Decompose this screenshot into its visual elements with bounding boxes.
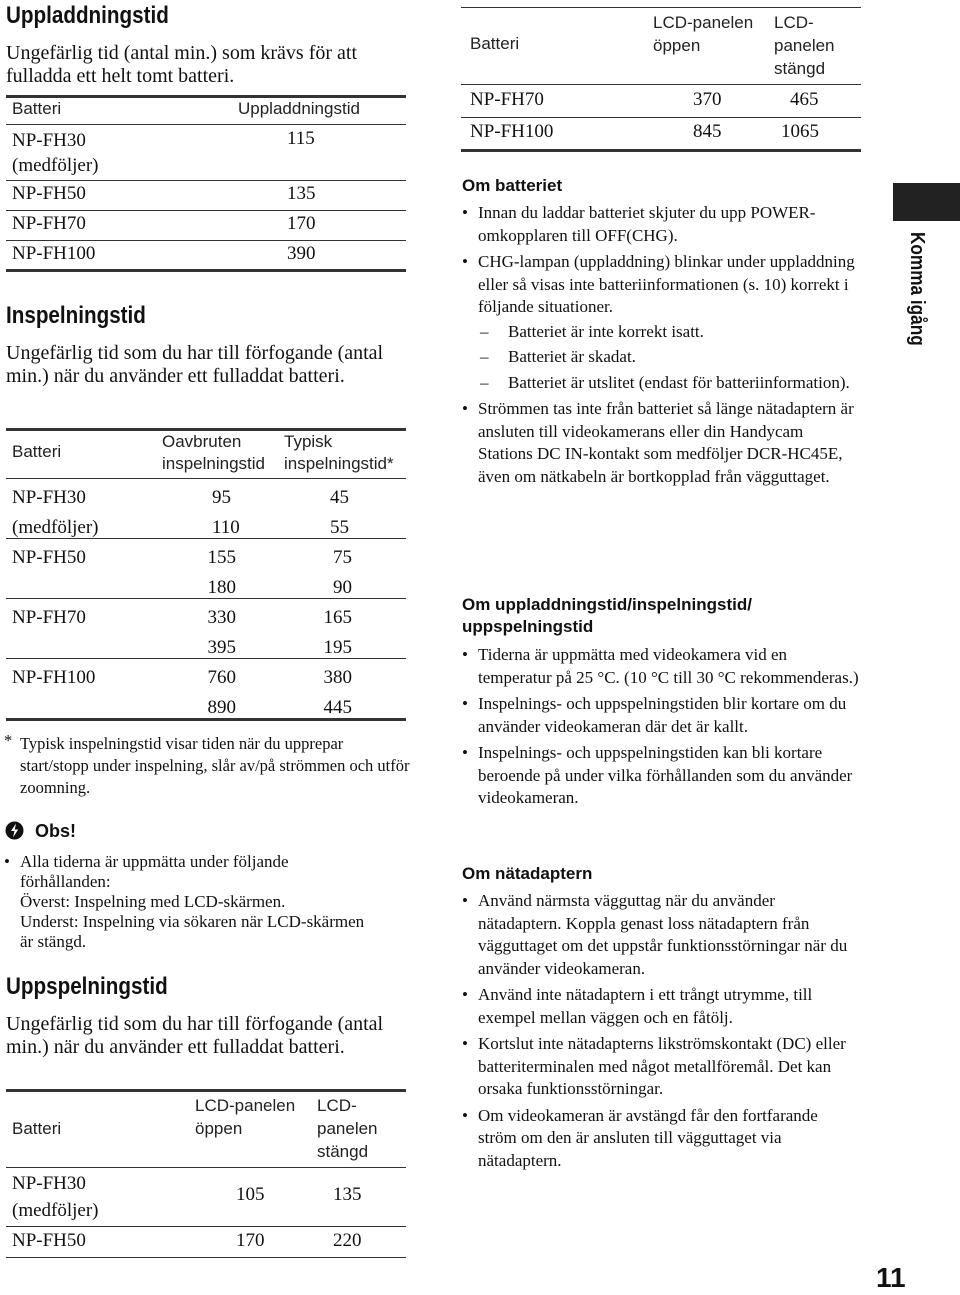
side-tab-marker	[893, 183, 960, 221]
playback-col-open: LCD-panelen öppen	[195, 1096, 296, 1138]
about-times-title: Om uppladdningstid/inspelningstid/ uppspelningstid	[462, 595, 752, 636]
playback-col-battery: Batteri	[12, 1119, 62, 1138]
recording-row-battery: NP-FH70	[12, 607, 86, 628]
playback-col-closed: LCD-panelen stängd	[317, 1096, 378, 1161]
list-item: • Strömmen tas inte från batteriet så länge nätadaptern är ansluten till videokamerans eller din Handycam Stations DC IN-kontakt som medföljer DCR-HC45E, även om nätkabeln är bortkopplad från vägguttaget.	[462, 398, 862, 488]
charging-col-battery: Batteri	[12, 99, 62, 118]
charging-row-battery: NP-FH50	[12, 183, 86, 204]
playback-row-battery: NP-FH70	[470, 89, 544, 110]
recording-row-values: 75 90	[333, 547, 352, 598]
charging-row-battery: NP-FH100	[12, 243, 96, 264]
recording-row-battery: NP-FH100	[12, 667, 96, 688]
list-item: • Om videokameran är avstängd får den fortfarande ström om den är ansluten till vägguttaget via nätadaptern.	[462, 1105, 854, 1173]
charging-intro: Ungefärlig tid (antal min.) som krävs för att fulladda ett helt tomt batteri.	[6, 42, 358, 87]
recording-row-battery: NP-FH50	[12, 547, 86, 568]
playback-row-closed: 465	[790, 89, 819, 110]
list-item: • Inspelnings- och uppspelningstiden kan bli kortare beroende på under vilka förhållanden som du använder videokameran.	[462, 742, 862, 810]
recording-title: Inspelningstid	[6, 302, 146, 329]
playback-row-open: 845	[693, 121, 722, 142]
recording-row-battery: NP-FH30 (medföljer)	[12, 487, 99, 538]
charging-col-time: Uppladdningstid	[238, 99, 360, 118]
playback-row-open: 105	[236, 1184, 265, 1205]
list-item: • Använd inte nätadaptern i ett trångt utrymme, till exempel mellan väggen och en fåtölj.	[462, 984, 854, 1029]
list-item: • CHG-lampan (uppladdning) blinkar under uppladdning eller så visas inte batteriinformationen (s. 10) korrekt i följande situationer. – Batteriet är inte korrekt isatt. – Batteriet är skadat. – Batteriet är utslitet (endast för batteriinformation).	[462, 251, 862, 394]
footnote-mark: *	[4, 731, 13, 750]
playback-col-closed: LCD-panelen stängd	[774, 13, 835, 78]
playback-row-battery: NP-FH50	[12, 1230, 86, 1251]
recording-row-values: 380 445	[323, 667, 352, 718]
playback-row-open: 370	[693, 89, 722, 110]
list-item: • Inspelnings- och uppspelningstiden blir kortare om du använder videokameran där det är kallt.	[462, 693, 862, 738]
about-adapter-title: Om nätadaptern	[462, 864, 593, 883]
about-battery-title: Om batteriet	[462, 176, 563, 195]
charging-row-value: 170	[287, 213, 316, 234]
obs-title: Obs!	[35, 821, 77, 841]
about-times-list	[462, 644, 862, 814]
footnote-text: Typisk inspelningstid visar tiden när du upprepar start/stopp under inspelning, slår av/på strömmen och utför zoomning.	[20, 734, 410, 797]
charging-title: Uppladdningstid	[6, 2, 169, 29]
charging-row-value: 135	[287, 183, 316, 204]
side-tab-label: Komma igång	[906, 232, 928, 346]
list-item: – Batteriet är skadat.	[478, 346, 862, 369]
recording-row-values: 155 180	[207, 547, 236, 598]
playback-row-closed: 220	[333, 1230, 362, 1251]
list-item: • Använd närmsta vägguttag när du använder nätadaptern. Koppla genast loss nätadaptern från vägguttaget om det uppstår funktionsstörningar när du använder videokameran.	[462, 890, 854, 980]
playback-row-battery: NP-FH30 (medföljer)	[12, 1173, 99, 1221]
playback-col-open: LCD-panelen öppen	[653, 13, 754, 55]
playback-row-battery: NP-FH100	[470, 121, 554, 142]
playback-col-battery: Batteri	[470, 34, 520, 53]
playback-intro: Ungefärlig tid som du har till förfogande (antal min.) när du använder ett fulladdat batteri.	[6, 1013, 384, 1058]
recording-row-values: 330 395	[207, 607, 236, 658]
obs-bullet: • Alla tiderna är uppmätta under följande förhållanden: Överst: Inspelning med LCD-skärmen. Underst: Inspelning via sökaren när LCD-skärmen är stängd.	[4, 852, 365, 951]
recording-row-values: 760 890	[207, 667, 236, 718]
playback-row-open: 170	[236, 1230, 265, 1251]
playback-row-closed: 1065	[781, 121, 819, 142]
playback-row-closed: 135	[333, 1184, 362, 1205]
list-item: • Kortslut inte nätadapterns likströmskontakt (DC) eller batteriterminalen med något metallföremål. Det kan orsaka funktionsstörningar.	[462, 1033, 854, 1101]
about-battery-list	[462, 202, 862, 492]
recording-intro: Ungefärlig tid som du har till förfogande (antal min.) när du använder ett fulladdat batteri.	[6, 342, 384, 387]
recording-row-values: 165 195	[323, 607, 352, 658]
list-item: • Tiderna är uppmätta med videokamera vid en temperatur på 25 °C. (10 °C till 30 °C rekommenderas.)	[462, 644, 862, 689]
recording-col-continuous: Oavbruten inspelningstid	[162, 432, 266, 473]
recording-row-values: 45 55	[330, 487, 349, 538]
page-number: 11	[876, 1262, 906, 1293]
charging-row-battery: NP-FH30 (medföljer)	[12, 130, 99, 176]
list-item: – Batteriet är inte korrekt isatt.	[478, 321, 862, 344]
caution-icon	[5, 821, 24, 840]
charging-row-battery: NP-FH70	[12, 213, 86, 234]
charging-row-value: 115	[287, 128, 315, 149]
recording-col-battery: Batteri	[12, 442, 62, 461]
playback-title: Uppspelningstid	[6, 973, 168, 1000]
recording-row-values: 95 110	[212, 487, 240, 538]
list-item: • Innan du laddar batteriet skjuter du upp POWER-omkopplaren till OFF(CHG).	[462, 202, 862, 247]
about-adapter-list	[462, 890, 854, 1176]
recording-col-typical: Typisk inspelningstid*	[284, 432, 394, 473]
list-item: – Batteriet är utslitet (endast för batteriinformation).	[478, 372, 862, 395]
charging-row-value: 390	[287, 243, 316, 264]
